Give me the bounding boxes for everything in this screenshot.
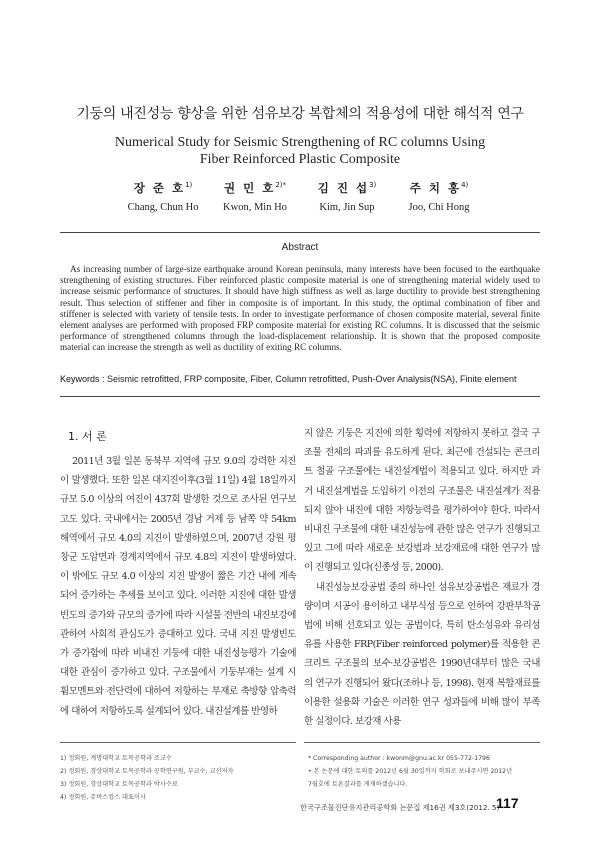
author-3 — [302, 180, 392, 213]
author-affiliation-mark: 3) — [369, 181, 377, 190]
author-name-kr: 장 준 호 — [133, 181, 186, 195]
section-heading-introduction: 1. 서 론 — [68, 430, 107, 443]
footnote-item: 3) 정회원, 경상대학교 토목공학과 박사수료 — [60, 781, 178, 788]
affiliation-footnotes — [60, 752, 296, 804]
author-name-en: Chang, Chun Ho — [127, 202, 199, 213]
author-name-kr: 권 민 호 — [223, 181, 276, 195]
author-name-kr: 주 치 홍 — [409, 181, 462, 195]
author-name-en: Joo, Chi Hong — [408, 202, 470, 213]
body-paragraph: 지 않은 기둥은 지진에 의한 횡력에 저항하지 못하고 결국 구조물 전체의 파괴를 유도하게 된다. 최근에 건설되는 콘크리트 철골 구조물에는 내진설계법이 적용되고 있다. 하지만 과거 내진설계법을 도입하기 이전의 구조물은 내진설계가 적용되지 않아 내진에 대한 저항능력을 평가하여야 한다. 따라서 비내진 구조물에 대한 내진성능에 관한 많은 연구가 진행되고 있고 그에 따라 새로운 보강법과 보강재료에 대한 연구가 많이 진행되고 있다(신종성 등, 2000). — [304, 428, 540, 574]
keywords-text: Seismic retrofitted, FRP composite, Fiber, Column retrofitted, Push-Over Analysis(NSA), Finite element — [107, 374, 517, 384]
keywords-line — [60, 374, 540, 384]
author-affiliation-mark: 1) — [185, 181, 193, 190]
footnote-item: 1) 정회원, 계명대학교 토목공학과 조교수 — [60, 755, 172, 762]
abstract-body — [60, 264, 540, 354]
author-name-en: Kim, Jin Sup — [319, 202, 375, 213]
keywords-label: Keywords : — [60, 374, 105, 384]
footnote-divider-left — [60, 742, 296, 743]
author-name-en: Kwon, Min Ho — [223, 202, 287, 213]
author-affiliation-mark: 4) — [461, 181, 469, 190]
body-column-right — [304, 424, 540, 731]
body-paragraph: 2011년 3월 일본 동북부 지역에 규모 9.0의 강력한 지진이 발생했다. 또한 일본 대지진이후(3월 11일) 4월 18일까지 규모 5.0 이상의 여진이 437회 발생한 것으로 조사된 연구보고도 있다. 국내에서는 2005년 경남 거제 등 남쪽 약 54km 해역에서 규모 4.0의 지진이 발생하였으며, 2007년 강원 평창군 도암면과 경계지역에서 규모 4.8의 지진이 발생하였다. 이 밖에도 규모 4.0 이상의 지진 발생이 짧은 기간 내에 계속되어 증가하는 추세를 보이고 있다. 이러한 지진에 대한 발생빈도의 증가와 규모의 증가에 따라 시설물 전반의 내진보강에 관하여 사회적 관심도가 증대하고 있다. 국내 지진 발생빈도가 증가함에 따라 비내진 기둥에 대한 내진성능평가 기술에 대한 관심이 증가하고 있다. 구조물에서 기둥부재는 설계 시 휨모멘트와 전단력에 대하여 저항하는 부재로 축방향 압축력에 대하여 저항하도록 설계되어 있다. 내진설계를 반영하 — [60, 456, 296, 717]
footnote-item: 2) 정회원, 경상대학교 토목공학과 공학연구원, 부교수, 교신저자 — [60, 768, 234, 775]
footnote-item: 7월호에 토론결과를 게재하겠습니다. — [308, 781, 408, 788]
abstract-bottom-divider — [60, 396, 540, 397]
abstract-paragraph: As increasing number of large-size earthquake around Korean peninsula, many interests have been focused to the earthquake strengthening of existing structures. Fiber reinforced plastic composite material is one of strengthening material widely used to increase seismic performance of structures. It should have high stiffness as well as large ductility to provide best strengthening result. Thus selection of stiffener and fiber in composite is of important. In this study, the optimal combination of fiber and stiffener is selected with variety of tensile tests. In order to investigate performance of chosen composite material, several finite element analyses are performed with proposed FRP composite material for existing RC columns. It is discussed that the seismic performance of strengthened columns through the load-displacement relationship. It is shown that the proposed composite material can increase the strength as well as ductility of exiting RC columns. — [60, 264, 540, 353]
author-4 — [394, 180, 484, 213]
abstract-top-divider — [60, 232, 540, 233]
paper-title-english — [0, 134, 600, 168]
corresponding-footnotes — [308, 752, 540, 791]
footnote-item: • 본 논문에 대한 토의를 2012년 6월 30일까지 학회로 보내주시면 2012년 — [308, 768, 513, 775]
journal-citation: 한국구조물진단유지관리공학회 논문집 제16권 제3호(2012. 5) — [300, 803, 500, 812]
author-name-kr: 김 진 섭 — [317, 181, 370, 195]
author-2 — [210, 180, 300, 213]
author-list — [118, 180, 484, 213]
page-number: 117 — [496, 795, 519, 811]
author-affiliation-mark: 2)* — [275, 181, 287, 190]
title-en-line-1: Numerical Study for Seismic Strengthening of RC columns Using — [114, 135, 486, 150]
body-column-left — [60, 452, 296, 721]
abstract-heading: Abstract — [281, 242, 319, 253]
body-paragraph: 내진성능보강공법 중의 하나인 섬유보강공법은 재료가 경량이며 시공이 용이하고 내부식성 등으로 인하여 강판부착공법에 비해 선호되고 있는 공법이다. 특히 탄소섬유와 유리섬유를 사용한 FRP(Fiber reinforced polymer)를 적용한 콘크리트 구조물의 보수·보강공법은 1990년대부터 많은 국내의 연구가 진행되어 왔다(조하나 등, 1998). 현재 복합재료를 이용한 설용화 기술은 이러한 연구 성과들에 비해 많이 부족한 실정이다. 보강재 사용 — [304, 581, 540, 728]
author-1 — [118, 180, 208, 213]
footnote-item: 4) 정회원, 쥬버스컴스 대표이사 — [60, 794, 146, 801]
footnote-divider-right — [304, 742, 540, 743]
footnote-item: * Corresponding author : kwonm@gnu.ac.kr 055-772-1796 — [308, 755, 490, 762]
title-en-line-2: Fiber Reinforced Plastic Composite — [199, 152, 401, 167]
paper-title-korean: 기둥의 내진성능 향상을 위한 섬유보강 복합체의 적용성에 대한 해석적 연구 — [76, 106, 524, 122]
